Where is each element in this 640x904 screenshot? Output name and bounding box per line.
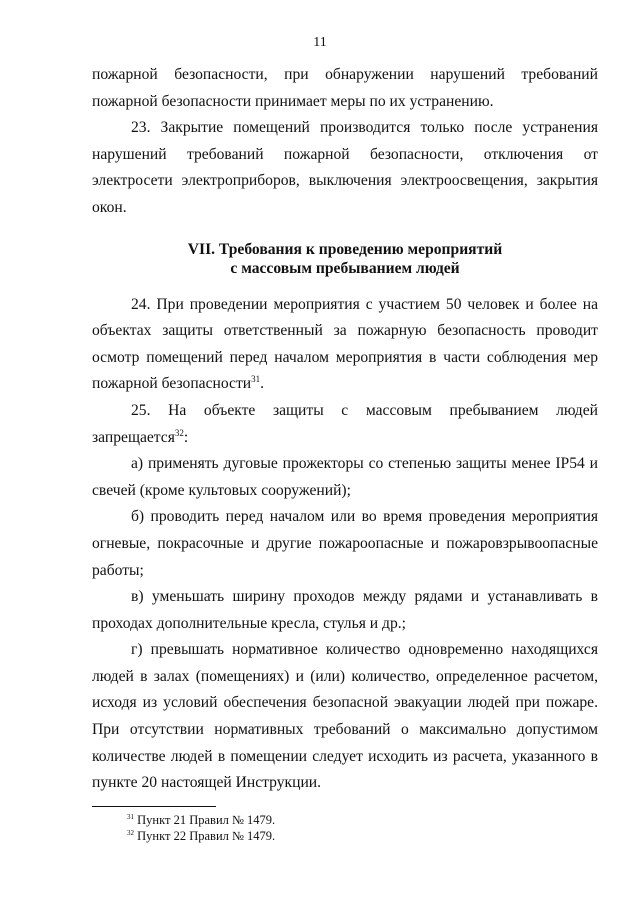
paragraph-24-text: 24. При проведении мероприятия с участием 50 человек и более на объектах защиты ответственный за пожарную безопасность проводит осмотр помещений перед началом мероприятия в части соблюдения мер пожарной безопасности xyxy=(92,295,598,393)
footnote-31 xyxy=(127,812,275,828)
footnote-32 xyxy=(127,828,275,844)
section-heading-line-2: с массовым пребыванием людей xyxy=(230,259,460,277)
footnote-text: Пункт 22 Правил № 1479. xyxy=(134,829,276,843)
list-item-v: в) уменьшать ширину проходов между рядами и устанавливать в проходах дополнительные кресла, стулья и др.; xyxy=(92,588,598,632)
section-heading-line-1: VII. Требования к проведению мероприятий xyxy=(187,240,503,258)
footnote-ref-31: 31 xyxy=(251,374,261,385)
footnote-number: 31 xyxy=(127,812,134,821)
paragraph-23: 23. Закрытие помещений производится только после устранения нарушений требований пожарной безопасности, отключения от электросети электроприборов, выключения электроосвещения, закрытия окон. xyxy=(92,119,598,216)
list-item-b: б) проводить перед началом или во время проведения мероприятия огневые, покрасочные и другие пожароопасные и пожаровзрывоопасные работы; xyxy=(92,508,598,579)
list-item-a: а) применять дуговые прожекторы со степенью защиты менее IP54 и свечей (кроме культовых сооружений); xyxy=(92,455,598,499)
paragraph-continuation: пожарной безопасности, при обнаружении нарушений требований пожарной безопасности принимает меры по их устранению. xyxy=(92,66,598,110)
footnote-divider xyxy=(92,806,216,807)
paragraph-25-tail: : xyxy=(183,428,189,446)
document-body xyxy=(92,62,598,797)
footnote-text: Пункт 21 Правил № 1479. xyxy=(134,813,276,827)
footnotes xyxy=(127,812,275,844)
paragraph-25 xyxy=(92,398,598,451)
paragraph-24 xyxy=(92,292,598,398)
footnote-number: 32 xyxy=(127,828,134,837)
paragraph-24-tail: . xyxy=(260,375,265,393)
paragraph-25-text: 25. На объекте защиты с массовым пребыванием людей запрещается xyxy=(92,401,598,446)
footnote-ref-32: 32 xyxy=(174,427,184,438)
list-item-g: г) превышать нормативное количество одновременно находящихся людей в залах (помещениях) и (или) количество, определенное расчетом, исходя из условий обеспечения безопасной эвакуации людей при пожаре. При отсутствии нормативных требований о максимально допустимом количестве людей в помещении следует исходить из расчета, указанного в пункте 20 настоящей Инструкции. xyxy=(92,641,598,792)
section-heading xyxy=(92,240,598,278)
page-number: 11 xyxy=(313,35,327,50)
